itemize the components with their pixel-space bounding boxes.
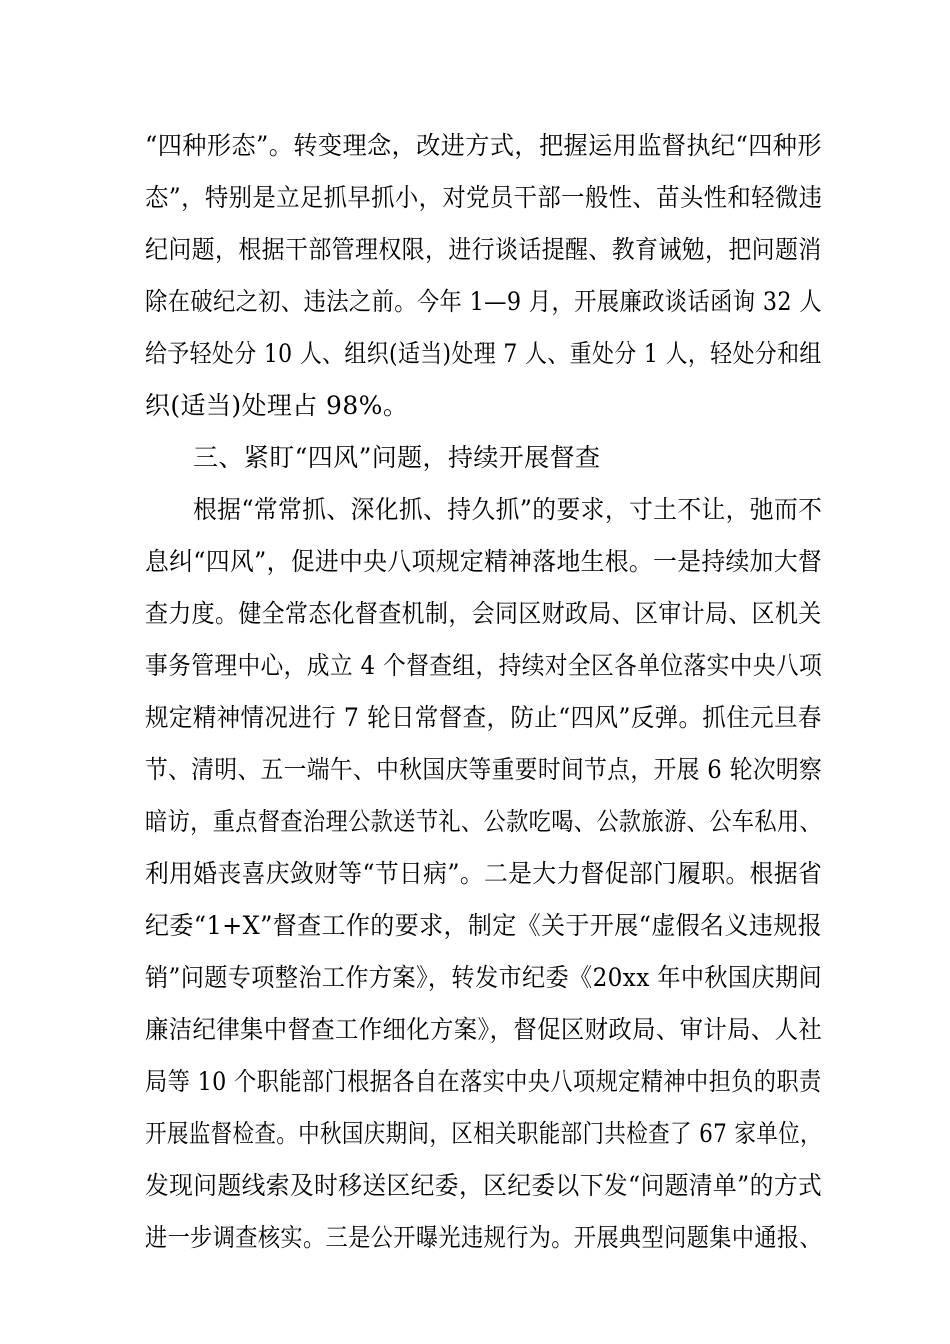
text-line-19: 局等 10 个职能部门根据各自在落实中央八项规定精神中担负的职责 — [145, 1067, 822, 1096]
text-line-11: 事务管理中心，成立 4 个督查组，持续对全区各单位落实中央八项 — [145, 651, 823, 680]
text-line-10: 查力度。健全常态化督查机制，会同区财政局、区审计局、区机关 — [145, 599, 822, 628]
text-line-14: 暗访，重点督查治理公款送节礼、公款吃喝、公款旅游、公车私用、 — [145, 807, 823, 836]
text-line-18: 廉洁纪律集中督查工作细化方案》，督促区财政局、审计局、人社 — [145, 1015, 823, 1044]
text-line-17: 销”问题专项整治工作方案》，转发市纪委《20xx 年中秋国庆期间 — [145, 963, 823, 992]
text-line-15: 利用婚丧喜庆敛财等“节日病”。二是大力督促部门履职。根据省 — [145, 859, 823, 888]
text-line-9: 息纠“四风”，促进中央八项规定精神落地生根。一是持续加大督 — [145, 547, 823, 576]
text-line-8: 根据“常常抓、深化抓、持久抓”的要求，寸土不让，弛而不 — [193, 495, 823, 524]
text-line-22: 进一步调查核实。三是公开曝光违规行为。开展典型问题集中通报、 — [145, 1223, 823, 1252]
text-line-13: 节、清明、五一端午、中秋国庆等重要时间节点，开展 6 轮次明察 — [145, 755, 823, 784]
text-line-21: 发现问题线索及时移送区纪委，区纪委以下发“问题清单”的方式 — [145, 1171, 823, 1200]
text-line-2: 态”，特别是立足抓早抓小，对党员干部一般性、苗头性和轻微违 — [145, 183, 823, 212]
text-line-5: 给予轻处分 10 人、组织(适当)处理 7 人、重处分 1 人，轻处分和组 — [145, 339, 822, 368]
text-line-1: “四种形态”。转变理念，改进方式，把握运用监督执纪“四种形 — [145, 131, 822, 160]
text-line-3: 纪问题，根据干部管理权限，进行谈话提醒、教育诫勉，把问题消 — [145, 235, 822, 264]
text-line-6: 织(适当)处理占 98%。 — [145, 391, 409, 420]
text-line-4: 除在破纪之初、违法之前。今年 1—9 月，开展廉政谈话函询 32 人 — [145, 287, 823, 316]
text-line-12: 规定精神情况进行 7 轮日常督查，防止“四风”反弹。抓住元旦春 — [145, 703, 822, 732]
text-line-20: 开展监督检查。中秋国庆期间，区相关职能部门共检查了 67 家单位， — [145, 1119, 822, 1148]
section-heading: 三、紧盯“四风”问题，持续开展督查 — [193, 443, 601, 472]
text-line-16: 纪委“1+X”督查工作的要求，制定《关于开展“虚假名义违规报 — [145, 911, 823, 940]
